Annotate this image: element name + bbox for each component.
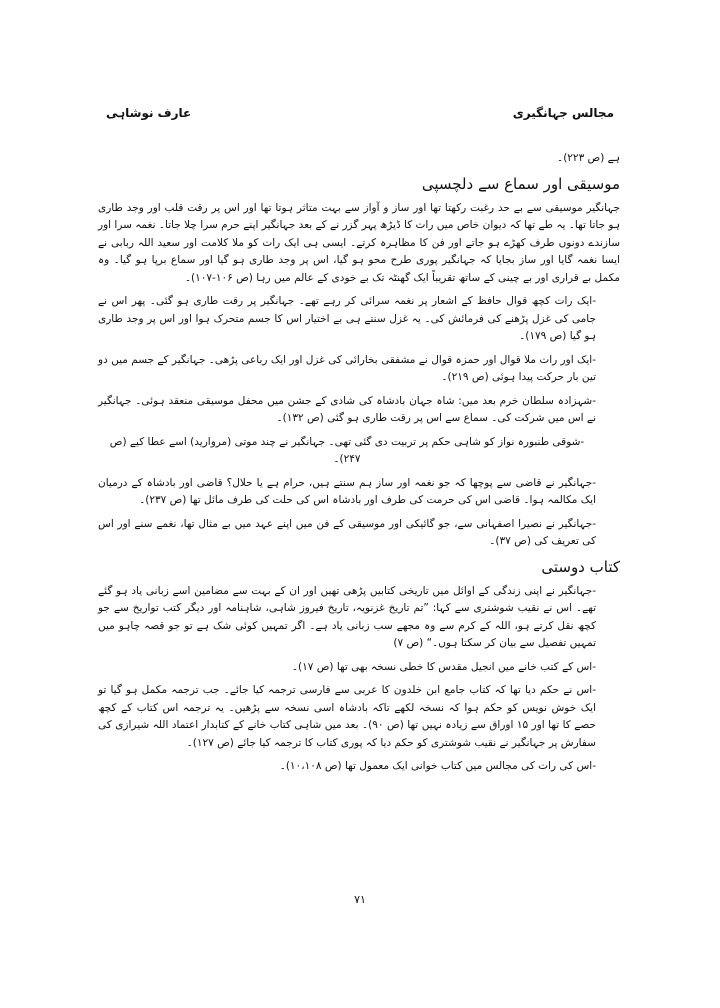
page-number: ۷۱ [354, 893, 366, 906]
paragraph: -اس نے حکم دیا تھا کہ کتاب جامع ابن خلدون کا عربی سے فارسی ترجمہ کیا جائے۔ جب ترجمہ مکمل ہو گیا تو ایک خوش نویس کو حکم ہوا کہ نسخہ لکھے تاکہ بادشاہ اسی نسخہ سے پڑھیں۔ یہ ترجمہ اس کتاب کے کچھ حصے کا تھا اور ۱۵ اوراق سے زیادہ نہیں تھا (ص ۹۰)۔ بعد میں شاہی کتاب خانے کے کتابدار اعتماد اللہ شیرازی کی سفارش پر جہانگیر نے نقیب شوشتری کو حکم دیا کہ پوری کتاب کا ترجمہ کیا جائے (ص ۱۲۷)۔ [98, 684, 596, 749]
section-heading-books: کتاب دوستی [541, 557, 620, 576]
paragraph: -شوقی طنبورہ نواز کو شاہی حکم پر تربیت دی گئی تھی۔ جہانگیر نے چند موتی (مروارید) اسے عطا کیے (ص ۲۴۷)۔ [109, 435, 585, 465]
paragraph: -ایک اور رات ملا قوال اور حمزہ قوال نے مشفقی بخارائی کی غزل اور ایک رباعی پڑھی۔ جہانگیر کے جسم میں دو تین بار حرکت پیدا ہوئی (ص ۲۱۹)۔ [98, 353, 596, 383]
paragraph: -شہزادہ سلطان خرم بعد میں: شاہ جہان بادشاہ کی شادی کے جشن میں محفل موسیقی منعقد ہوئی۔ جہانگیر نے اس میں شرکت کی۔ سماع سے اس پر رقت طاری ہو گئی (ص ۱۳۲)۔ [98, 394, 596, 424]
paragraph: -اس کی رات کی مجالس میں کتاب خوانی ایک معمول تھا (ص ۱۰،۱۰۸)۔ [279, 760, 596, 772]
section-heading-music: موسیقی اور سماع سے دلچسپی [421, 174, 620, 193]
paragraph: -جہانگیر نے نصیرا اصفہانی سے، جو گائیکی اور موسیقی کے فن میں اپنے عہد میں بے مثال تھا، نغمے سنے اور اس کی تعریف کی (ص ۳۷)۔ [98, 517, 596, 547]
running-header-book-title: مجالس جہانگیری [512, 106, 614, 120]
paragraph: جہانگیر موسیقی سے بے حد رغبت رکھتا تھا اور ساز و آواز سے بہت متاثر ہوتا تھا اور اس پر رقت قلب اور وجد طاری ہو جاتا تھا۔ یہ طے تھا کہ دیوان خاص میں رات کا ڈیڑھ پہر گزر نے کے بعد جہانگیر اپنے حرم سرا چلا جاتا۔ نغمہ سرا اور سازندے دونوں طرف کھڑے ہو جاتے اور فن کا مظاہرہ کرتے۔ ایسی ہی ایک رات کو ملا کلامت اور سعید اللہ ربابی نے ایسا نغمہ گایا اور ساز بجایا کہ جہانگیر پوری طرح محو ہو گیا، اس پر وجد طاری ہو گیا اور سماع برپا ہو گیا۔ وہ مکمل بے قراری اور بے چینی کے ساتھ تقریباً ایک گھنٹہ تک بے خودی کے عالم میں رہا (ص ۱۰۶-۱۰۷)۔ [98, 201, 620, 284]
opening-line: ہے (ص ۲۲۳)۔ [557, 152, 620, 164]
paragraph: -ایک رات کچھ قوال حافظ کے اشعار پر نغمہ سرائی کر رہے تھے۔ جہانگیر پر رقت طاری ہو گئی۔ پھر اس نے جامی کی غزل پڑھنے کی فرمائش کی۔ یہ غزل سنتے ہی بے اختیار اس کا جسم متحرک ہوا اور اس پر وجد طاری ہو گیا (ص ۱۷۹)۔ [98, 295, 596, 342]
paragraph: -اس کے کتب خانے میں انجیل مقدس کا خطی نسخہ بھی تھا (ص ۱۷)۔ [291, 660, 596, 673]
paragraph: -جہانگیر نے اپنی زندگی کے اوائل میں تاریخی کتابیں پڑھی تھیں اور ان کے بہت سے مضامین اسے زبانی یاد ہو گئے تھے۔ اس نے نقیب شوشتری سے کہا: ”تم تاریخ غزنویہ، تاریخ فیروز شاہی، شاہنامہ اور دیگر کتب تواریخ سے جو کچھ نقل کرتے ہو، اللہ کے کرم سے وہ مجھے سب زبانی یاد ہے۔ اگر تمہیں کوئی شک ہے تو جو قصہ چاہو میں تمہیں تفصیل سے بیان کر سکتا ہوں۔“ (ص ۷) [98, 584, 596, 649]
paragraph: -جہانگیر نے قاضی سے پوچھا کہ جو نغمہ اور ساز ہم سنتے ہیں، حرام ہے یا حلال؟ قاضی اور بادشاہ کے درمیان ایک مکالمہ ہوا۔ قاضی اس کی حرمت کی طرف اور بادشاہ اس کی حلت کی طرف مائل تھا (ص ۲۳۷)۔ [98, 476, 596, 506]
running-header-author: عارف نوشاہی [106, 106, 192, 120]
page-body [98, 150, 620, 782]
